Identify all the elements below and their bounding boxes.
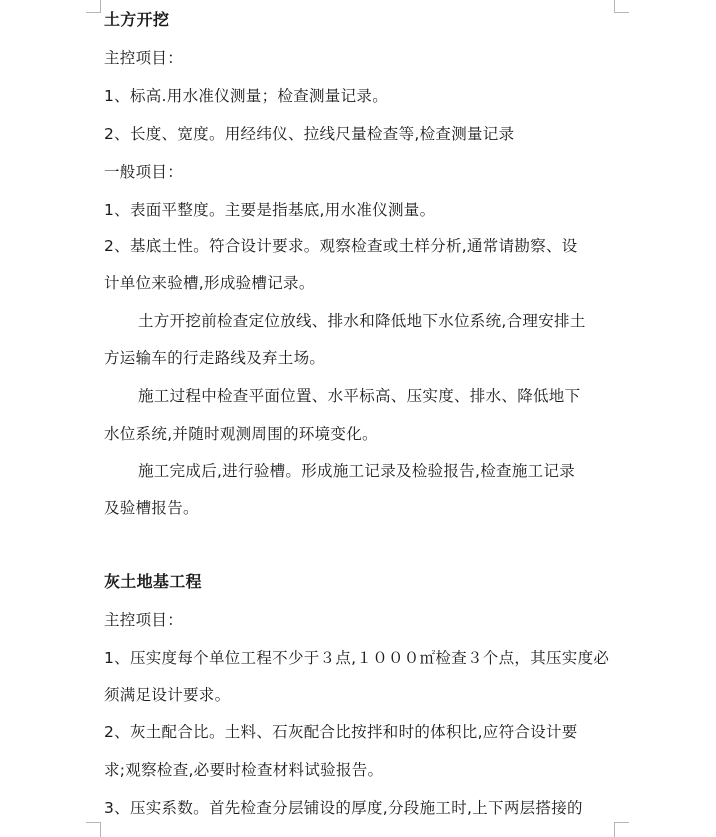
paragraph-line: 施工完成后,进行验槽。形成施工记录及检验报告,检查施工记录 (138, 462, 576, 480)
paragraph-line: 一般项目： (104, 163, 184, 181)
crop-mark-bottom-right (614, 822, 629, 837)
paragraph-line: 2、长度、宽度。用经纬仪、拉线尺量检查等,检查测量记录 (104, 125, 515, 143)
paragraph-line: 1、表面平整度。主要是指基底,用水准仪测量。 (104, 201, 436, 219)
paragraph-line: 须满足设计要求。 (104, 686, 231, 704)
paragraph-line: 及验槽报告。 (104, 499, 199, 517)
crop-mark-bottom-left (86, 822, 101, 837)
paragraph-line: 水位系统,并随时观测周围的环境变化。 (104, 425, 378, 443)
paragraph-line: 2、灰土配合比。土料、石灰配合比按拌和时的体积比,应符合设计要 (104, 723, 578, 741)
paragraph-line: 施工过程中检查平面位置、水平标高、压实度、排水、降低地下 (138, 387, 581, 405)
paragraph-line: 计单位来验槽,形成验槽记录。 (104, 274, 315, 292)
paragraph-line: 主控项目： (104, 611, 184, 629)
paragraph-line: 土方开挖前检查定位放线、排水和降低地下水位系统,合理安排土 (138, 312, 586, 330)
paragraph-line: 方运输车的行走路线及弃土场。 (104, 349, 326, 367)
paragraph-line: 2、基底土性。符合设计要求。观察检查或土样分析,通常请勘察、设 (104, 237, 578, 255)
paragraph-line: 1、标高.用水准仪测量；检查测量记录。 (104, 87, 388, 105)
section-heading-earthwork: 土方开挖 (104, 10, 170, 29)
crop-mark-top-left (86, 0, 101, 13)
section-heading-lime-soil-foundation: 灰土地基工程 (104, 572, 202, 591)
paragraph-line: 主控项目： (104, 49, 184, 67)
paragraph-line: 求;观察检查,必要时检查材料试验报告。 (104, 761, 384, 779)
crop-mark-top-right (614, 0, 629, 13)
paragraph-line: 3、压实系数。首先检查分层铺设的厚度,分段施工时,上下两层搭接的 (104, 799, 583, 817)
paragraph-line: 1、压实度每个单位工程不少于３点,１０００㎡检查３个点，其压实度必 (104, 649, 610, 667)
